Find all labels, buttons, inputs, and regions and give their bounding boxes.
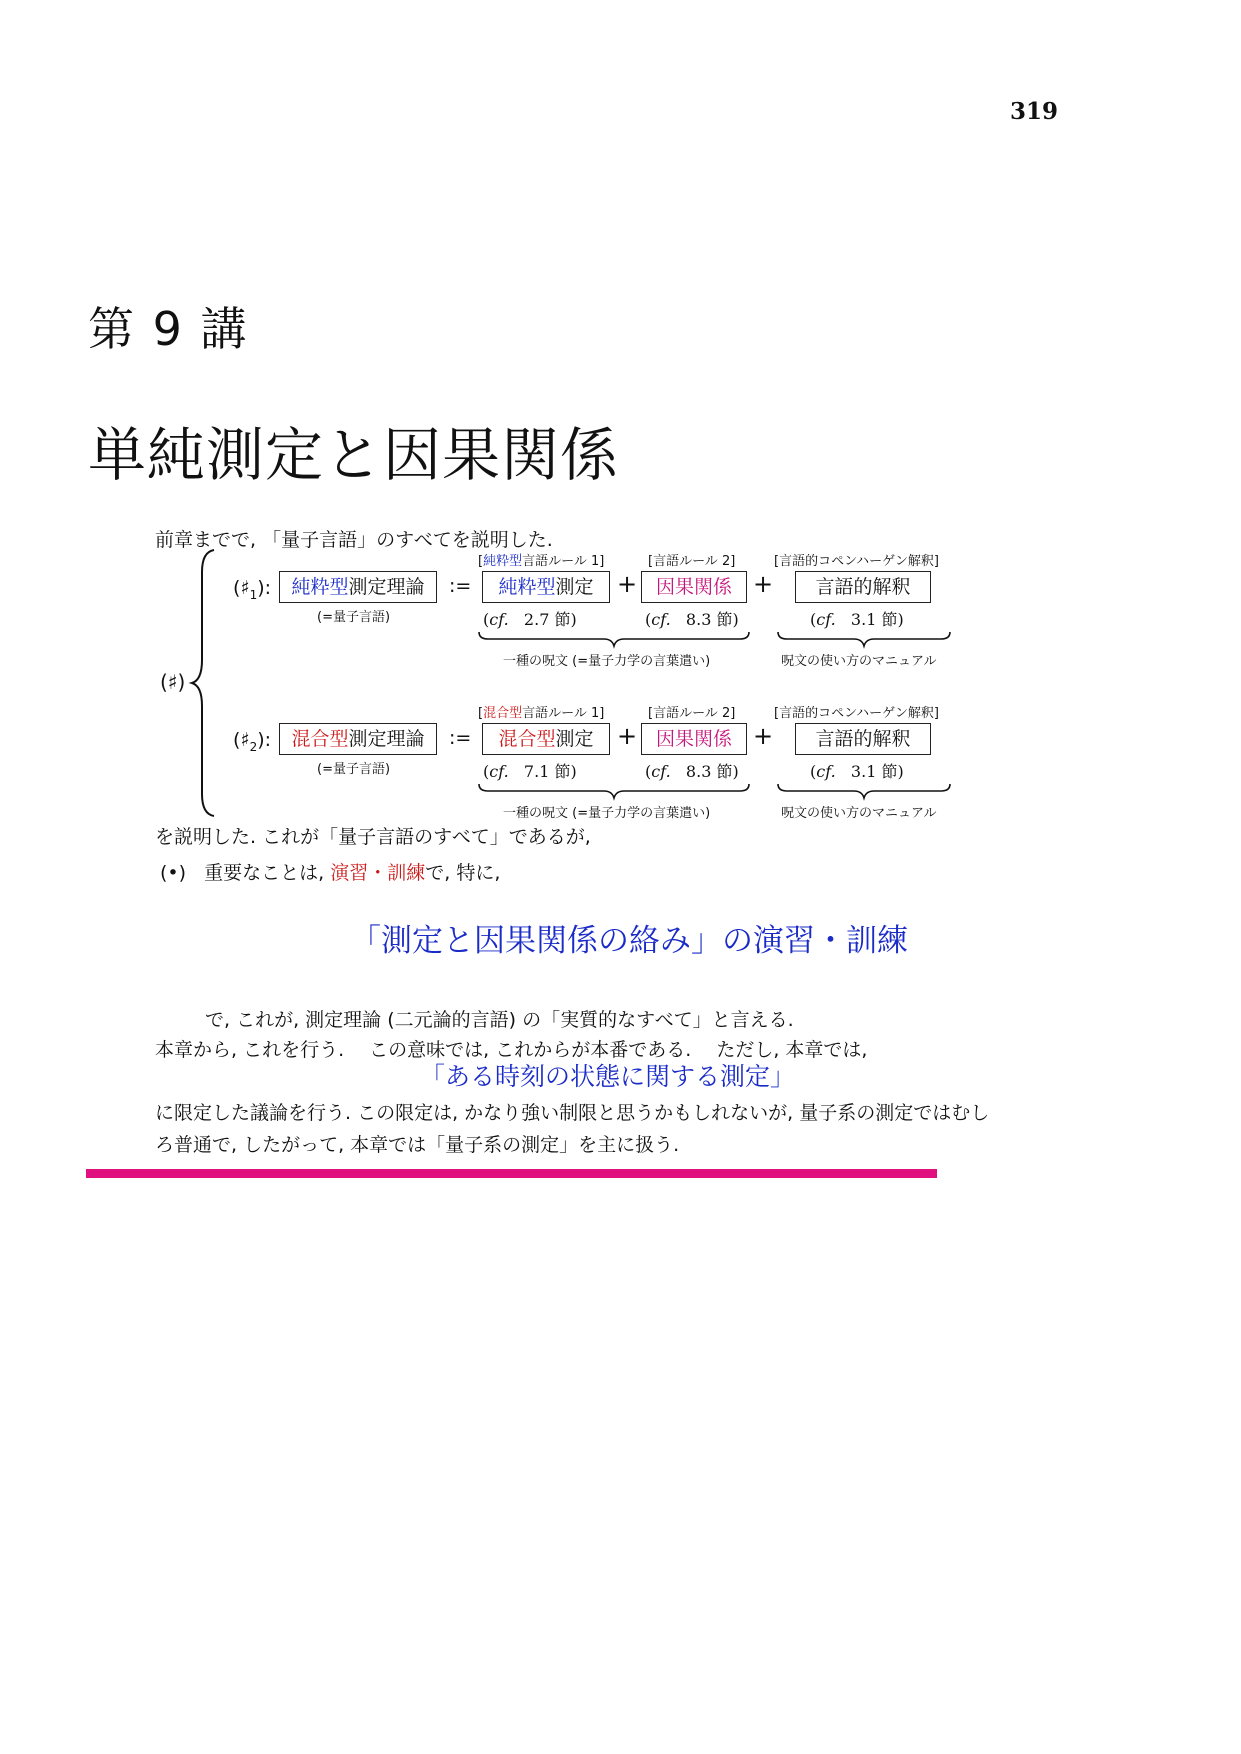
- eq1-rule3-box: 言語的解釈: [795, 571, 931, 603]
- sharp-label: (♯): [160, 670, 186, 694]
- bullet-line: [160, 858, 500, 885]
- eq1-rule1-label: [純粋型言語ルール 1]: [478, 554, 605, 569]
- eq1-rule3-ref: (cf. 3.1 節): [810, 610, 904, 629]
- paragraph-line-1: で, これが, 測定理論 (二元論的言語) の「実質的なすべて」と言える.: [205, 1009, 794, 1031]
- paragraph-line-4: ろ普通で, したがって, 本章では「量子系の測定」を主に扱う.: [155, 1134, 680, 1156]
- after-diagram-text: を説明した. これが「量子言語のすべて」であるが,: [155, 826, 591, 848]
- left-curly-brace: [190, 548, 220, 818]
- chapter-title: 単純測定と因果関係: [88, 421, 620, 489]
- eq2-rule1-box: 混合型測定: [482, 723, 610, 755]
- eq1-rule3-label: [言語的コペンハーゲン解釈]: [774, 554, 939, 569]
- eq1-underbrace-2: [777, 631, 951, 647]
- bullet-text-before: 重要なことは,: [204, 862, 325, 884]
- eq1-plus-2: +: [753, 570, 774, 598]
- chapter-heading: 第 9 講: [88, 302, 249, 356]
- highlight-phrase: 「測定と因果関係の絡み」の演習・訓練: [350, 923, 908, 959]
- eq2-rule3-ref: (cf. 3.1 節): [810, 762, 904, 781]
- eq2-rule2-ref: (cf. 8.3 節): [645, 762, 739, 781]
- eq2-plus-1: +: [617, 722, 638, 750]
- bullet-text-after: で, 特に,: [425, 862, 501, 884]
- eq1-assign: :=: [449, 575, 472, 597]
- eq2-underbrace-1: [478, 783, 750, 799]
- paragraph-line-3: に限定した議論を行う. この限定は, かなり強い制限と思うかもしれないが, 量子系の測定ではむし: [155, 1102, 990, 1124]
- eq2-lhs-box: 混合型測定理論: [279, 723, 437, 755]
- eq1-brace2-caption: 呪文の使い方のマニュアル: [781, 654, 937, 669]
- eq2-rule2-box: 因果関係: [641, 723, 747, 755]
- eq1-underbrace-1: [478, 631, 750, 647]
- eq2-rule3-label: [言語的コペンハーゲン解釈]: [774, 706, 939, 721]
- eq2-brace2-caption: 呪文の使い方のマニュアル: [781, 806, 937, 821]
- eq1-plus-1: +: [617, 570, 638, 598]
- paragraph-line-2: 本章から, これを行う. この意味では, これからが本番である. ただし, 本章では,: [155, 1039, 868, 1061]
- highlight-phrase-2: 「ある時刻の状態に関する測定」: [420, 1062, 796, 1091]
- intro-text: 前章までで, 「量子言語」のすべてを説明した.: [155, 529, 553, 551]
- eq1-rule1-ref: (cf. 2.7 節): [483, 610, 577, 629]
- eq2-rule2-label: [言語ルール 2]: [648, 706, 736, 721]
- eq1-tag: $(♯_1)$:: [233, 577, 272, 602]
- eq2-lhs-note: (=量子言語): [317, 762, 391, 777]
- section-divider-rule: [86, 1169, 937, 1178]
- bullet-emphasis: 演習・訓練: [330, 862, 426, 884]
- eq2-rule1-ref: (cf. 7.1 節): [483, 762, 577, 781]
- eq2-rule1-label: [混合型言語ルール 1]: [478, 706, 605, 721]
- eq2-plus-2: +: [753, 722, 774, 750]
- eq1-rule2-label: [言語ルール 2]: [648, 554, 736, 569]
- bullet-mark: (•): [160, 862, 187, 884]
- eq1-lhs-box: 純粋型測定理論: [279, 571, 437, 603]
- eq1-lhs-note: (=量子言語): [317, 610, 391, 625]
- eq2-brace1-caption: 一種の呪文 (=量子力学の言葉遣い): [503, 806, 711, 821]
- eq1-rule2-box: 因果関係: [641, 571, 747, 603]
- page-number: 319: [1010, 98, 1059, 125]
- eq1-rule2-ref: (cf. 8.3 節): [645, 610, 739, 629]
- eq2-rule3-box: 言語的解釈: [795, 723, 931, 755]
- eq1-brace1-caption: 一種の呪文 (=量子力学の言葉遣い): [503, 654, 711, 669]
- eq2-assign: :=: [449, 727, 472, 749]
- eq2-underbrace-2: [777, 783, 951, 799]
- eq2-tag: $(♯_2)$:: [233, 729, 272, 754]
- eq1-rule1-box: 純粋型測定: [482, 571, 610, 603]
